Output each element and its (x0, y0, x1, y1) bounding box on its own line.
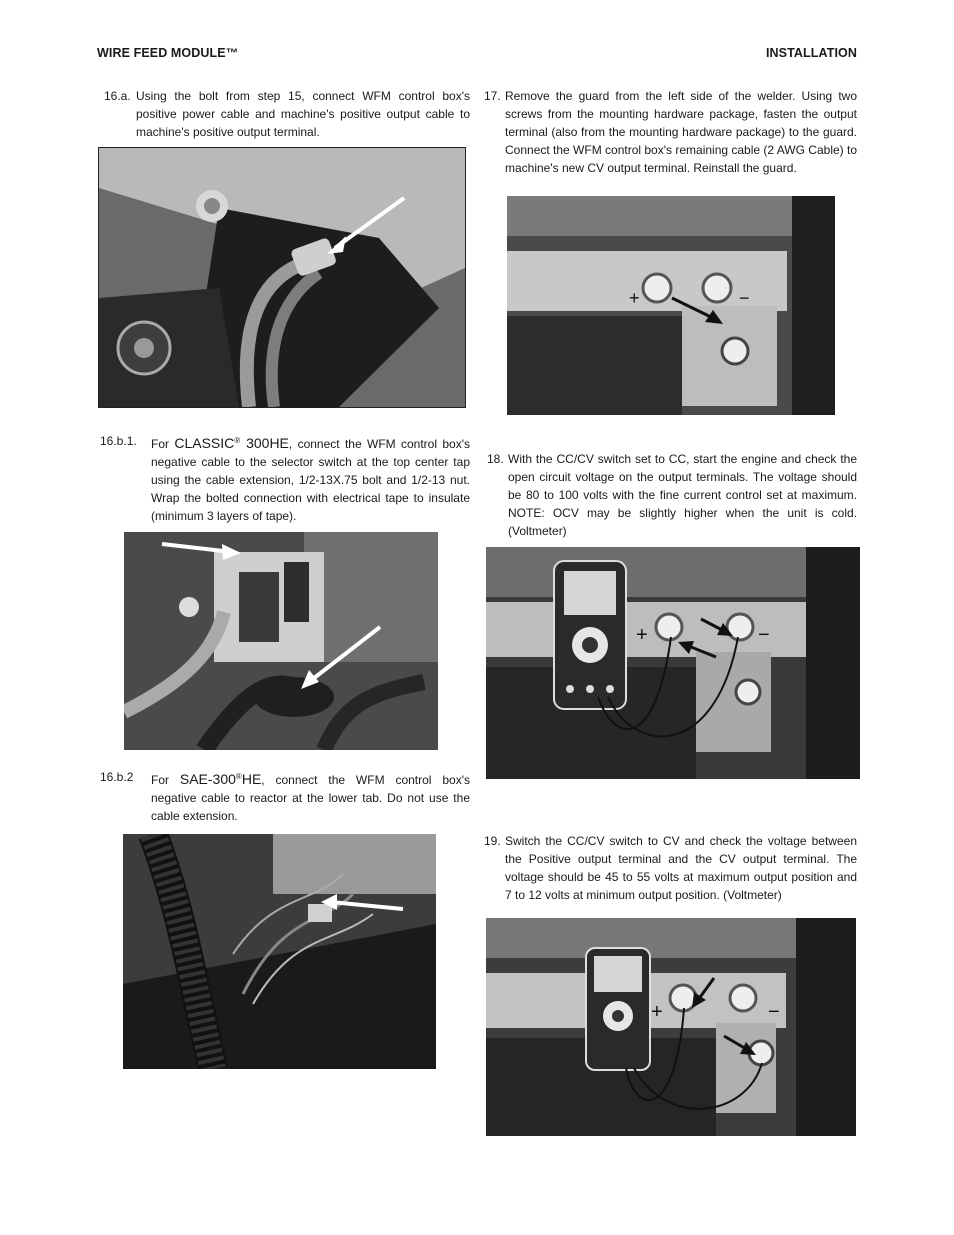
step-number: 17. (484, 89, 501, 103)
running-header-title: WIRE FEED MODULE™ (97, 46, 239, 60)
step-number: 16.b.2 (100, 770, 134, 784)
step-19 (484, 832, 857, 904)
minus-label: − (758, 624, 770, 646)
step-text: For SAE-300®HE, connect the WFM control box's negative cable to reactor at the lower tab. Do not use the cable extension. (151, 771, 470, 823)
minus-label: − (739, 288, 750, 308)
photo-selector-switch (124, 532, 438, 750)
plus-label: + (636, 624, 648, 646)
step-number: 19. (484, 834, 501, 848)
plus-label: + (629, 288, 640, 308)
step-text: Using the bolt from step 15, connect WFM control box's positive power cable and machine's positive output cable to machine's positive output terminal. (136, 89, 470, 139)
model-name-suffix: HE (241, 771, 262, 787)
step-text: With the CC/CV switch set to CC, start the engine and check the open circuit voltage on the output terminals. The voltage should be 80 to 100 volts with the fine current control set at maximum. NOTE: OCV may be slightly higher when the unit is cold. (Voltmeter) (508, 452, 857, 538)
step-18 (487, 450, 857, 540)
model-name: CLASSIC (174, 435, 235, 451)
step-16b2 (100, 768, 470, 825)
photo-positive-terminal (98, 147, 466, 408)
photo-cv-output-terminal (507, 196, 835, 415)
model-name: SAE-300 (179, 771, 236, 787)
step-16a (104, 87, 470, 141)
photo-cv-voltmeter (486, 918, 856, 1136)
model-name-suffix: 300HE (240, 435, 289, 451)
photo-reactor-tab (123, 834, 436, 1069)
step-number: 16.a. (104, 89, 131, 103)
step-17 (484, 87, 857, 177)
step-number: 18. (487, 452, 504, 466)
running-header-section: INSTALLATION (765, 46, 857, 60)
plus-label: + (651, 1001, 663, 1023)
step-16b1 (100, 432, 470, 525)
step-text: Switch the CC/CV switch to CV and check the voltage between the Positive output terminal and the CV output terminal. The voltage should be 45 to 55 volts at maximum output position and 7 to 12 volts at minimum output position. (Voltmeter) (505, 834, 857, 902)
step-number: 16.b.1. (100, 434, 137, 448)
step-text: Remove the guard from the left side of the welder. Using two screws from the mounting hardware package, fasten the output terminal (also from the mounting hardware package) to the guard. Connect the WFM control box's remaining cable (2 AWG Cable) to machine's new CV output terminal. Reinstall the guard. (505, 89, 857, 175)
minus-label: − (768, 1001, 780, 1023)
step-text: For CLASSIC® 300HE, connect the WFM control box's negative cable to the selector switch at the top center tap using the cable extension, 1/2-13X.75 bolt and 1/2-13 nut. Wrap the bolted connection with electrical tape to insulate (minimum 3 layers of tape). (151, 435, 470, 523)
photo-ocv-voltmeter (486, 547, 860, 779)
